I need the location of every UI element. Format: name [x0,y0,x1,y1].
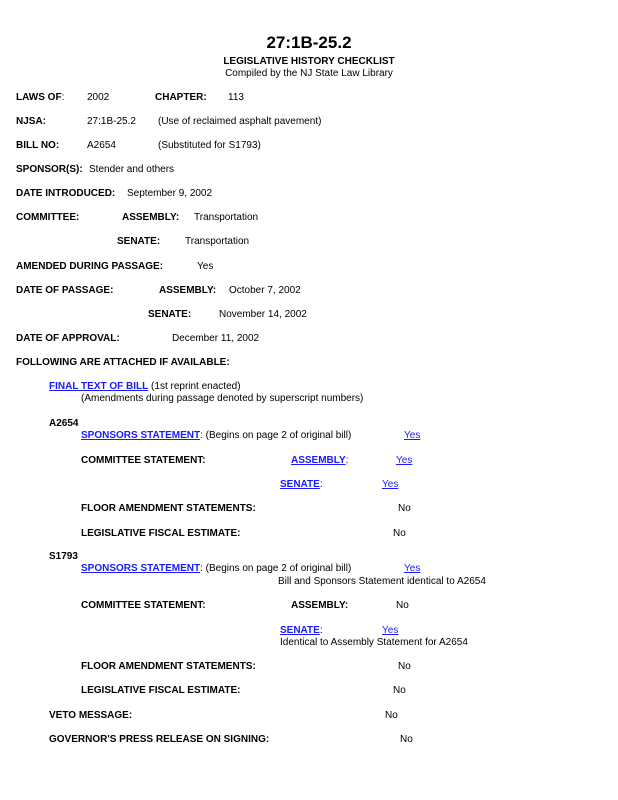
committee-assembly-value: Transportation [194,212,259,223]
date-of-passage-label: DATE OF PASSAGE: [16,285,114,296]
compiled-by: Compiled by the NJ State Law Library [225,68,393,79]
final-text-link[interactable]: FINAL TEXT OF BILL [49,381,149,392]
a2654-senate-row [280,479,323,491]
a2654-senate-yes-link[interactable]: Yes [382,479,399,490]
a2654-sponsors-yes-link[interactable]: Yes [404,430,421,441]
passage-senate-value: November 14, 2002 [219,309,307,320]
a2654-assembly-row [291,455,348,467]
s1793-senate-identical-note: Identical to Assembly Statement for A2654 [280,637,468,648]
s1793-sponsors-note: : (Begins on page 2 of original bill) [200,563,352,574]
s1793-senate-row [280,625,323,637]
s1793-assembly-value: No [396,600,409,611]
s1793-senate-yes-link[interactable]: Yes [382,625,399,636]
a2654-floor-amendments-label: FLOOR AMENDMENT STATEMENTS: [81,503,256,514]
press-release-value: No [400,734,413,745]
a2654-sponsors-note: : (Begins on page 2 of original bill) [200,430,352,441]
chapter-label: CHAPTER: [155,92,207,103]
s1793-sponsors-row [81,563,351,575]
s1793-assembly-label: ASSEMBLY: [291,600,349,611]
veto-message-label: VETO MESSAGE: [49,710,133,721]
final-text-note: (1st reprint enacted) [151,381,241,392]
s1793-senate-colon: : [319,625,323,636]
s1793-floor-amendments-value: No [398,661,411,672]
a2654-heading: A2654 [49,418,79,429]
bill-no-value: A2654 [87,140,116,151]
a2654-fiscal-estimate-value: No [393,528,406,539]
committee-assembly-label: ASSEMBLY: [122,212,180,223]
passage-senate-label: SENATE: [148,309,192,320]
s1793-floor-amendments-label: FLOOR AMENDMENT STATEMENTS: [81,661,256,672]
final-text-row [49,381,241,393]
veto-message-value: No [385,710,398,721]
final-text-amendments-note: (Amendments during passage denoted by superscript numbers) [81,393,364,404]
njsa-note: (Use of reclaimed asphalt pavement) [158,116,322,127]
sponsors-label: SPONSOR(S): [16,164,83,175]
s1793-sponsors-identical-note: Bill and Sponsors Statement identical to A2654 [278,576,486,587]
njsa-value: 27:1B-25.2 [87,116,136,127]
committee-label: COMMITTEE: [16,212,80,223]
a2654-assembly-colon: : [345,455,349,466]
njsa-label: NJSA: [16,116,47,127]
laws-of-value: 2002 [87,92,110,103]
committee-senate-value: Transportation [185,236,250,247]
passage-assembly-label: ASSEMBLY: [159,285,217,296]
s1793-committee-label: COMMITTEE STATEMENT: [81,600,206,611]
a2654-assembly-yes-link[interactable]: Yes [396,455,413,466]
amended-label: AMENDED DURING PASSAGE: [16,261,164,272]
a2654-sponsors-row [81,430,351,442]
s1793-heading: S1793 [49,551,78,562]
chapter-value: 113 [228,92,244,103]
s1793-sponsors-statement-link[interactable]: SPONSORS STATEMENT [81,563,201,574]
date-of-approval-label: DATE OF APPROVAL: [16,333,120,344]
a2654-floor-amendments-value: No [398,503,411,514]
following-attached-heading: FOLLOWING ARE ATTACHED IF AVAILABLE: [16,357,230,368]
bill-no-label: BILL NO: [16,140,60,151]
a2654-senate-link[interactable]: SENATE [280,479,320,490]
s1793-senate-link[interactable]: SENATE [280,625,320,636]
committee-senate-label: SENATE: [117,236,161,247]
a2654-assembly-link[interactable]: ASSEMBLY [291,455,346,466]
laws-of-colon: : [61,92,65,103]
a2654-committee-label: COMMITTEE STATEMENT: [81,455,206,466]
passage-assembly-value: October 7, 2002 [229,285,301,296]
a2654-fiscal-estimate-label: LEGISLATIVE FISCAL ESTIMATE: [81,528,241,539]
date-of-approval-value: December 11, 2002 [172,333,260,344]
a2654-senate-colon: : [319,479,323,490]
amended-value: Yes [197,261,214,272]
sponsors-value: Stender and others [89,164,175,175]
a2654-sponsors-statement-link[interactable]: SPONSORS STATEMENT [81,430,201,441]
laws-of-row [16,92,64,104]
date-introduced-label: DATE INTRODUCED: [16,188,116,199]
date-introduced-value: September 9, 2002 [127,188,213,199]
press-release-label: GOVERNOR'S PRESS RELEASE ON SIGNING: [49,734,270,745]
laws-of-label: LAWS OF [16,92,62,103]
page-subtitle: LEGISLATIVE HISTORY CHECKLIST [223,56,395,67]
s1793-fiscal-estimate-value: No [393,685,406,696]
s1793-fiscal-estimate-label: LEGISLATIVE FISCAL ESTIMATE: [81,685,241,696]
bill-no-note: (Substituted for S1793) [158,140,261,151]
s1793-sponsors-yes-link[interactable]: Yes [404,563,421,574]
page-title: 27:1B-25.2 [266,33,352,52]
